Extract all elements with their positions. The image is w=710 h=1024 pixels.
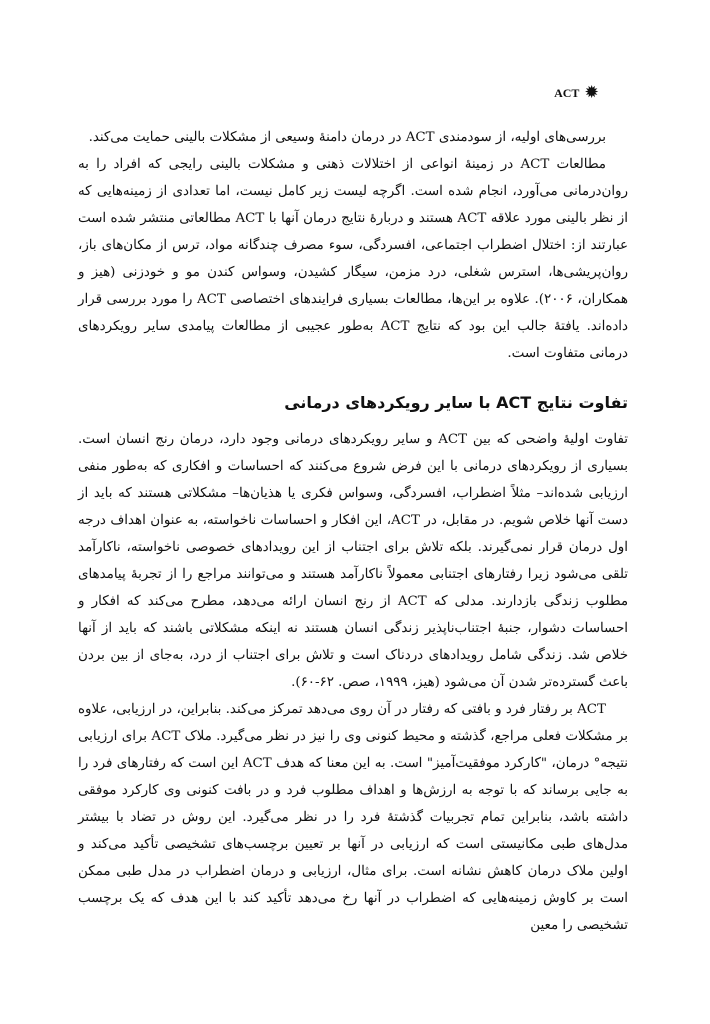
section-paragraph-1: تفاوت اولیهٔ واضحی که بین ACT و سایر رویکردهای درمانی وجود دارد، درمان رنج انسان است. بسیاری از رویکردهای درمانی با این فرض شروع می‌کنند که احساسات و افکاری که به‌طور منفی ارزیابی شده‌اند– مثلاً اضطراب، افسردگی، وسواس فکری یا هذیان‌ها– مشکلاتی هستند که باید از دست آنها خلاص شویم. در مقابل، در ACT، این افکار و احساسات ناخواسته، به عنوان اهداف درجه اول درمان قرار نمی‌گیرند. بلکه تلاش برای اجتناب از این رویدادهای خصوصی ناخواسته، ناکارآمد تلقی می‌شود زیرا رفتارهای اجتنابی معمولاً ناکارآمد هستند و می‌توانند مراجع را از تجربهٔ پیامدهای مطلوب زندگی بازدارند. مدلی که ACT از رنج انسان ارائه می‌دهد، مطرح می‌کند که افکار و احساسات دشوار، جنبهٔ اجتناب‌ناپذیر زندگی انسان هستند نه اینکه مشکلاتی باشند که باید از آنها خلاص شد. زندگی شامل رویدادهای دردناک است و تلاش برای اجتناب از درد، به‌جای از بین بردن باعث گسترده‌تر شدن آن می‌شود (هیز، ۱۹۹۹، صص. ۶۲-۶۰). bbox=[78, 432, 628, 690]
intro-paragraph-1: بررسی‌های اولیه، از سودمندی ACT در درمان دامنهٔ وسیعی از مشکلات بالینی حمایت می‌کند. bbox=[88, 130, 606, 145]
asterisk-star-icon: ✹ bbox=[585, 85, 598, 101]
body-text bbox=[78, 124, 628, 939]
header-label: ACT bbox=[554, 86, 580, 100]
section-heading: تفاوت نتایج ACT با سایر رویکردهای درمانی bbox=[284, 393, 628, 412]
intro-paragraph-2: مطالعات ACT در زمینهٔ انواعی از اختلالات ذهنی و مشکلات بالینی رایجی که افراد را به روان‌درمانی می‌آورد، انجام شده است. اگرچه لیست زیر کامل نیست، اما تعدادی از زمینه‌هایی که از نظر بالینی مورد علاقه ACT هستند و دربارهٔ نتایج درمان آنها با ACT مطالعاتی منتشر شده است عبارتند از: اختلال اضطراب اجتماعی، افسردگی، سوء مصرف چندگانه مواد، ترس از مکان‌های باز، روان‌پریشی‌ها، استرس شغلی، درد مزمن، سیگار کشیدن، وسواس کندن مو و خودزنی (هیز و همکاران، ۲۰۰۶). علاوه بر این‌ها، مطالعات بسیاری فرایندهای اختصاصی ACT را مورد بررسی قرار داده‌اند. یافتهٔ جالب این بود که نتایج ACT به‌طور عجیبی از مطالعات پیامدی سایر رویکردهای درمانی متفاوت است. bbox=[78, 157, 628, 361]
section-paragraph-2: ACT بر رفتار فرد و بافتی که رفتار در آن روی می‌دهد تمرکز می‌کند. بنابراین، در ارزیابی، علاوه بر مشکلات فعلی مراجع، گذشته و محیط کنونی وی را نیز در نظر می‌گیرد. ملاک ACT برای ارزیابی نتیجه° درمان، "کارکرد موفقیت‌آمیز" است. به این معنا که هدف ACT این است که رفتارهای فرد را به جایی برساند که با توجه به ارزش‌ها و اهداف مطلوب فرد و در بافت کنونی وی کارکرد موفقی داشته باشد، بنابراین تمام تجربیات گذشتهٔ فرد را در نظر می‌گیرد. این روش در تضاد با بیشتر مدل‌های طبی مکانیستی است که ارزیابی در آنها بر تعیین برچسب‌های تشخیصی تأکید می‌کند و اولین ملاک درمان کاهش نشانه است. برای مثال، ارزیابی و درمان اضطراب در مدل طبی ممکن است بر کاوش زمینه‌هایی که اضطراب در آنها رخ می‌دهد تأکید کند با این هدف که یک برچسب تشخیصی را معین bbox=[78, 702, 628, 933]
running-header bbox=[554, 86, 598, 101]
